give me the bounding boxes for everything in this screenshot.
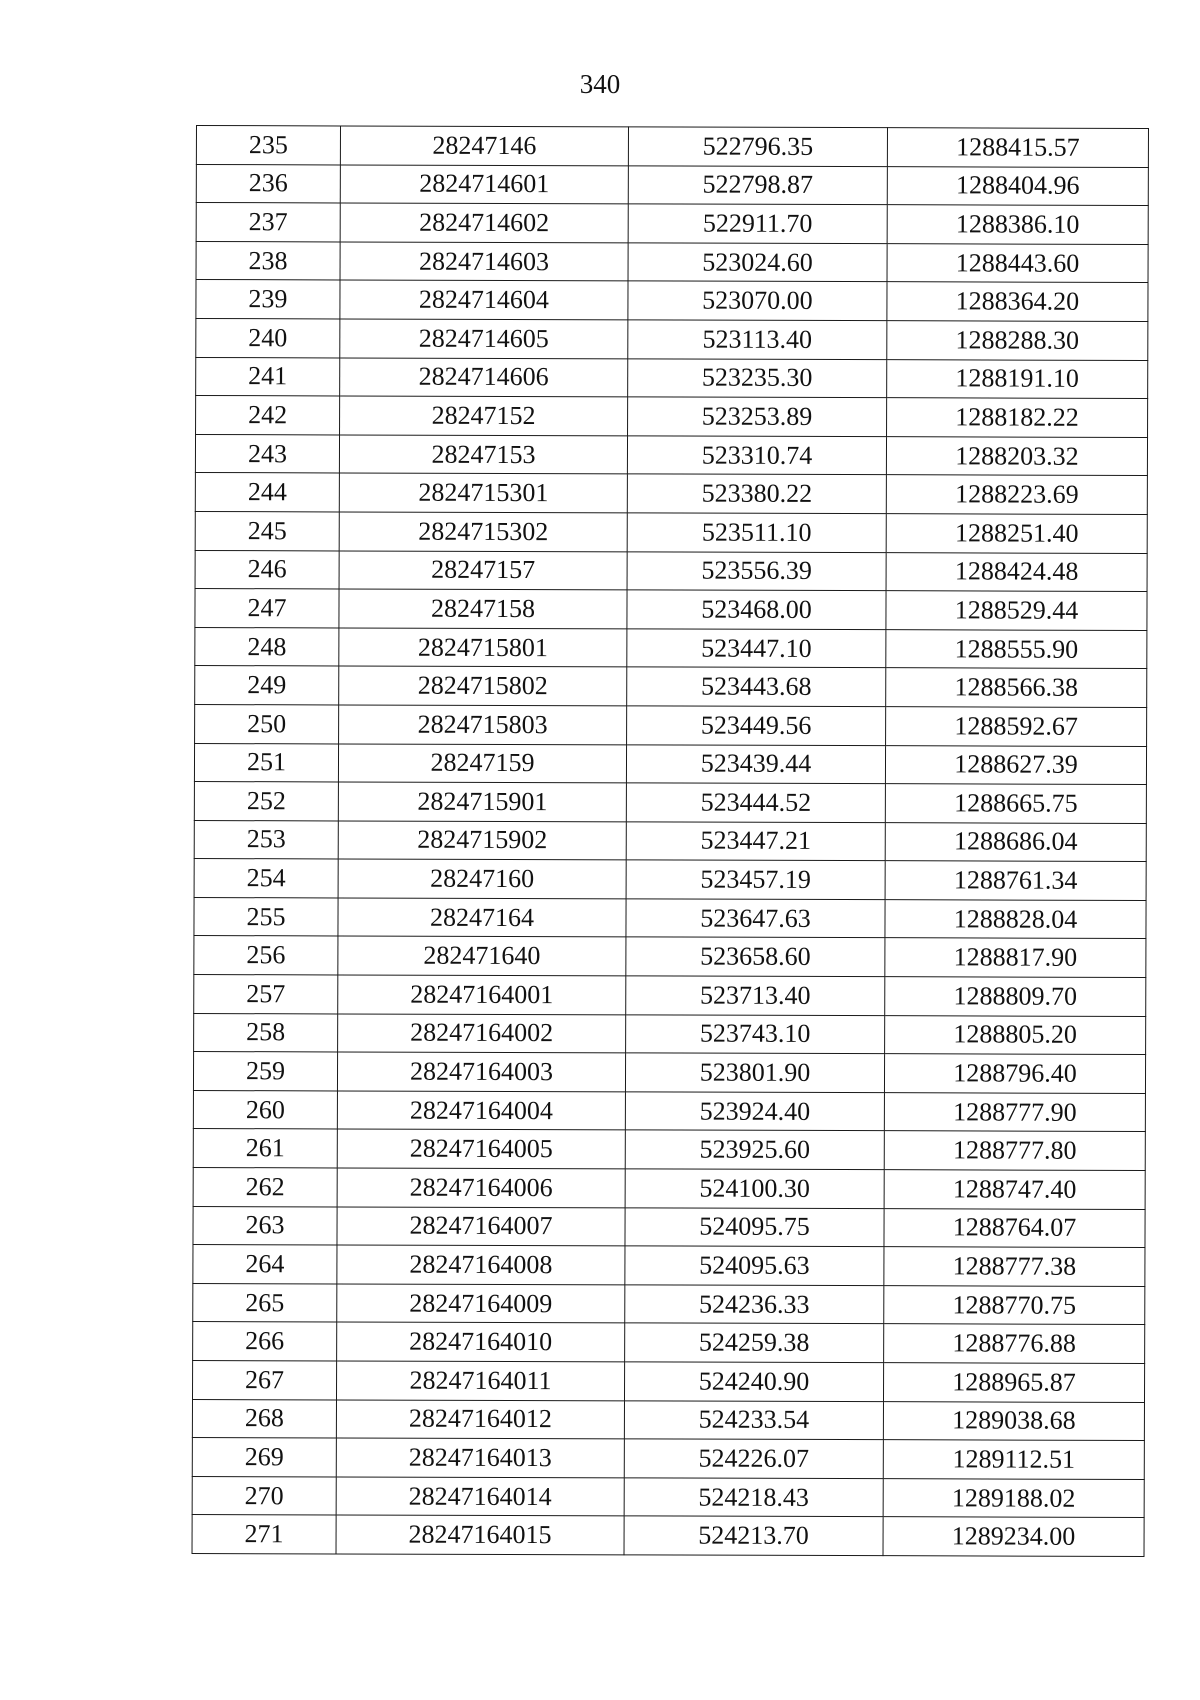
y-coordinate-cell: 1288828.04 — [885, 900, 1146, 939]
table-row — [193, 1129, 1145, 1171]
point-id-cell: 2824714602 — [340, 203, 628, 242]
table-row — [194, 975, 1146, 1017]
row-number-cell: 251 — [194, 743, 338, 782]
y-coordinate-cell: 1288817.90 — [885, 938, 1146, 977]
x-coordinate-cell: 522796.35 — [628, 127, 887, 166]
table-row — [196, 241, 1148, 283]
x-coordinate-cell: 523924.40 — [625, 1092, 884, 1131]
table-row — [194, 936, 1146, 978]
point-id-cell: 28247164014 — [336, 1477, 624, 1516]
table-row — [194, 782, 1146, 824]
table-row — [194, 743, 1146, 785]
y-coordinate-cell: 1288424.48 — [886, 552, 1147, 591]
point-id-cell: 2824714605 — [340, 319, 628, 358]
point-id-cell: 28247164 — [338, 898, 626, 937]
y-coordinate-cell: 1288288.30 — [887, 321, 1148, 360]
table-row — [196, 396, 1148, 438]
table-row — [192, 1360, 1144, 1402]
point-id-cell: 2824715803 — [339, 705, 627, 744]
point-id-cell: 28247164015 — [336, 1515, 624, 1554]
point-id-cell: 2824714604 — [340, 280, 628, 319]
y-coordinate-cell: 1289112.51 — [883, 1440, 1144, 1479]
table-row — [195, 666, 1147, 708]
row-number-cell: 255 — [194, 897, 338, 936]
x-coordinate-cell: 523647.63 — [626, 899, 885, 938]
point-id-cell: 28247159 — [338, 743, 626, 782]
y-coordinate-cell: 1288665.75 — [885, 784, 1146, 823]
row-number-cell: 260 — [193, 1090, 337, 1129]
table-row — [194, 820, 1146, 862]
x-coordinate-cell: 523743.10 — [626, 1015, 885, 1054]
y-coordinate-cell: 1288777.80 — [884, 1131, 1145, 1170]
row-number-cell: 235 — [196, 126, 340, 165]
x-coordinate-cell: 523253.89 — [628, 397, 887, 436]
x-coordinate-cell: 523447.10 — [627, 629, 886, 668]
x-coordinate-cell: 523449.56 — [627, 706, 886, 745]
point-id-cell: 28247160 — [338, 859, 626, 898]
table-row — [192, 1438, 1144, 1480]
x-coordinate-cell: 523556.39 — [627, 551, 886, 590]
point-id-cell: 2824715902 — [338, 821, 626, 860]
table-row — [195, 550, 1147, 592]
y-coordinate-cell: 1288443.60 — [887, 243, 1148, 282]
x-coordinate-cell: 523713.40 — [626, 976, 885, 1015]
table-row — [195, 473, 1147, 515]
point-id-cell: 2824714601 — [340, 165, 628, 204]
y-coordinate-cell: 1288796.40 — [884, 1054, 1145, 1093]
row-number-cell: 266 — [193, 1322, 337, 1361]
table-row — [193, 1322, 1145, 1364]
y-coordinate-cell: 1289038.68 — [883, 1401, 1144, 1440]
x-coordinate-cell: 523443.68 — [627, 667, 886, 706]
x-coordinate-cell: 523380.22 — [627, 474, 886, 513]
x-coordinate-cell: 523658.60 — [626, 937, 885, 976]
table-row — [194, 859, 1146, 901]
point-id-cell: 28247146 — [340, 126, 628, 165]
row-number-cell: 246 — [195, 550, 339, 589]
y-coordinate-cell: 1288686.04 — [885, 822, 1146, 861]
x-coordinate-cell: 523444.52 — [626, 783, 885, 822]
y-coordinate-cell: 1288776.88 — [884, 1324, 1145, 1363]
x-coordinate-cell: 523070.00 — [628, 281, 887, 320]
y-coordinate-cell: 1288566.38 — [886, 668, 1147, 707]
y-coordinate-cell: 1288223.69 — [886, 475, 1147, 514]
row-number-cell: 258 — [194, 1013, 338, 1052]
table-row — [192, 1515, 1144, 1557]
point-id-cell: 28247164009 — [337, 1284, 625, 1323]
row-number-cell: 262 — [193, 1168, 337, 1207]
x-coordinate-cell: 524240.90 — [624, 1362, 883, 1401]
row-number-cell: 253 — [194, 820, 338, 859]
row-number-cell: 261 — [193, 1129, 337, 1168]
point-id-cell: 28247164001 — [338, 975, 626, 1014]
y-coordinate-cell: 1288965.87 — [883, 1363, 1144, 1402]
row-number-cell: 244 — [195, 473, 339, 512]
table-row — [196, 280, 1148, 322]
table-row — [192, 1399, 1144, 1441]
table-row — [195, 627, 1147, 669]
table-row — [193, 1245, 1145, 1287]
x-coordinate-cell: 524236.33 — [625, 1285, 884, 1324]
x-coordinate-cell: 522911.70 — [628, 204, 887, 243]
table-row — [196, 318, 1148, 360]
point-id-cell: 28247164006 — [337, 1168, 625, 1207]
y-coordinate-cell: 1288805.20 — [885, 1015, 1146, 1054]
row-number-cell: 254 — [194, 859, 338, 898]
page-number: 340 — [579, 69, 621, 99]
row-number-cell: 252 — [194, 782, 338, 821]
point-id-cell: 28247164002 — [338, 1014, 626, 1053]
table-row — [196, 203, 1148, 245]
table-row — [195, 511, 1147, 553]
x-coordinate-cell: 523925.60 — [625, 1130, 884, 1169]
row-number-cell: 239 — [196, 280, 340, 319]
y-coordinate-cell: 1288777.38 — [884, 1247, 1145, 1286]
row-number-cell: 268 — [192, 1399, 336, 1438]
y-coordinate-cell: 1288364.20 — [887, 282, 1148, 321]
row-number-cell: 241 — [196, 357, 340, 396]
row-number-cell: 271 — [192, 1515, 336, 1554]
row-number-cell: 270 — [192, 1476, 336, 1515]
x-coordinate-cell: 524218.43 — [624, 1478, 883, 1517]
y-coordinate-cell: 1288747.40 — [884, 1170, 1145, 1209]
x-coordinate-cell: 523801.90 — [625, 1053, 884, 1092]
y-coordinate-cell: 1288203.32 — [886, 436, 1147, 475]
table-row — [194, 897, 1146, 939]
y-coordinate-cell: 1288770.75 — [884, 1285, 1145, 1324]
point-id-cell: 28247164007 — [337, 1207, 625, 1246]
point-id-cell: 28247153 — [339, 435, 627, 474]
x-coordinate-cell: 523235.30 — [628, 358, 887, 397]
point-id-cell: 28247164004 — [337, 1091, 625, 1130]
row-number-cell: 248 — [195, 627, 339, 666]
table-row — [192, 1476, 1144, 1518]
x-coordinate-cell: 524095.63 — [625, 1246, 884, 1285]
x-coordinate-cell: 523310.74 — [627, 436, 886, 475]
point-id-cell: 28247164012 — [336, 1400, 624, 1439]
row-number-cell: 269 — [192, 1438, 336, 1477]
x-coordinate-cell: 523511.10 — [627, 513, 886, 552]
row-number-cell: 243 — [195, 434, 339, 473]
row-number-cell: 242 — [196, 396, 340, 435]
x-coordinate-cell: 523457.19 — [626, 860, 885, 899]
point-id-cell: 2824715301 — [339, 473, 627, 512]
y-coordinate-cell: 1288386.10 — [887, 205, 1148, 244]
y-coordinate-cell: 1288555.90 — [886, 629, 1147, 668]
table-row — [196, 126, 1148, 168]
x-coordinate-cell: 524226.07 — [624, 1439, 883, 1478]
y-coordinate-cell: 1288191.10 — [887, 359, 1148, 398]
x-coordinate-cell: 523468.00 — [627, 590, 886, 629]
point-id-cell: 28247164008 — [337, 1245, 625, 1284]
coordinates-table-container — [192, 125, 1148, 1557]
point-id-cell: 28247164011 — [336, 1361, 624, 1400]
table-row — [193, 1283, 1145, 1325]
x-coordinate-cell: 524095.75 — [625, 1207, 884, 1246]
point-id-cell: 28247157 — [339, 550, 627, 589]
row-number-cell: 236 — [196, 164, 340, 203]
y-coordinate-cell: 1288404.96 — [887, 166, 1148, 205]
x-coordinate-cell: 524100.30 — [625, 1169, 884, 1208]
point-id-cell: 28247164005 — [337, 1129, 625, 1168]
row-number-cell: 256 — [194, 936, 338, 975]
table-row — [193, 1052, 1145, 1094]
row-number-cell: 245 — [195, 511, 339, 550]
row-number-cell: 250 — [195, 704, 339, 743]
table-row — [195, 434, 1147, 476]
x-coordinate-cell: 523439.44 — [626, 744, 885, 783]
row-number-cell: 259 — [193, 1052, 337, 1091]
point-id-cell: 2824715901 — [338, 782, 626, 821]
point-id-cell: 2824715302 — [339, 512, 627, 551]
row-number-cell: 247 — [195, 589, 339, 628]
point-id-cell: 28247164003 — [337, 1052, 625, 1091]
row-number-cell: 263 — [193, 1206, 337, 1245]
row-number-cell: 249 — [195, 666, 339, 705]
row-number-cell: 265 — [193, 1283, 337, 1322]
x-coordinate-cell: 524233.54 — [624, 1400, 883, 1439]
y-coordinate-cell: 1288251.40 — [886, 514, 1147, 553]
coordinates-table — [192, 125, 1149, 1557]
x-coordinate-cell: 524213.70 — [624, 1516, 883, 1555]
y-coordinate-cell: 1288592.67 — [886, 707, 1147, 746]
y-coordinate-cell: 1288764.07 — [884, 1208, 1145, 1247]
y-coordinate-cell: 1288777.90 — [884, 1093, 1145, 1132]
point-id-cell: 2824714606 — [340, 358, 628, 397]
row-number-cell: 238 — [196, 241, 340, 280]
table-row — [196, 357, 1148, 399]
y-coordinate-cell: 1288627.39 — [885, 745, 1146, 784]
row-number-cell: 267 — [192, 1360, 336, 1399]
table-row — [193, 1206, 1145, 1248]
y-coordinate-cell: 1288529.44 — [886, 591, 1147, 630]
x-coordinate-cell: 523447.21 — [626, 822, 885, 861]
table-row — [193, 1090, 1145, 1132]
y-coordinate-cell: 1289188.02 — [883, 1478, 1144, 1517]
table-row — [195, 589, 1147, 631]
y-coordinate-cell: 1288415.57 — [887, 128, 1148, 167]
table-row — [193, 1168, 1145, 1210]
row-number-cell: 257 — [194, 975, 338, 1014]
y-coordinate-cell: 1288761.34 — [885, 861, 1146, 900]
table-body — [192, 126, 1148, 1557]
x-coordinate-cell: 522798.87 — [628, 165, 887, 204]
point-id-cell: 28247152 — [340, 396, 628, 435]
x-coordinate-cell: 524259.38 — [625, 1323, 884, 1362]
table-row — [196, 164, 1148, 206]
table-row — [194, 1013, 1146, 1055]
row-number-cell: 237 — [196, 203, 340, 242]
point-id-cell: 2824714603 — [340, 242, 628, 281]
x-coordinate-cell: 523113.40 — [628, 320, 887, 359]
table-row — [195, 704, 1147, 746]
y-coordinate-cell: 1288809.70 — [885, 977, 1146, 1016]
point-id-cell: 282471640 — [338, 936, 626, 975]
x-coordinate-cell: 523024.60 — [628, 243, 887, 282]
point-id-cell: 28247158 — [339, 589, 627, 628]
point-id-cell: 2824715802 — [339, 666, 627, 705]
row-number-cell: 264 — [193, 1245, 337, 1284]
y-coordinate-cell: 1288182.22 — [887, 398, 1148, 437]
row-number-cell: 240 — [196, 318, 340, 357]
point-id-cell: 28247164010 — [337, 1322, 625, 1361]
y-coordinate-cell: 1289234.00 — [883, 1517, 1144, 1556]
point-id-cell: 2824715801 — [339, 628, 627, 667]
point-id-cell: 28247164013 — [336, 1438, 624, 1477]
